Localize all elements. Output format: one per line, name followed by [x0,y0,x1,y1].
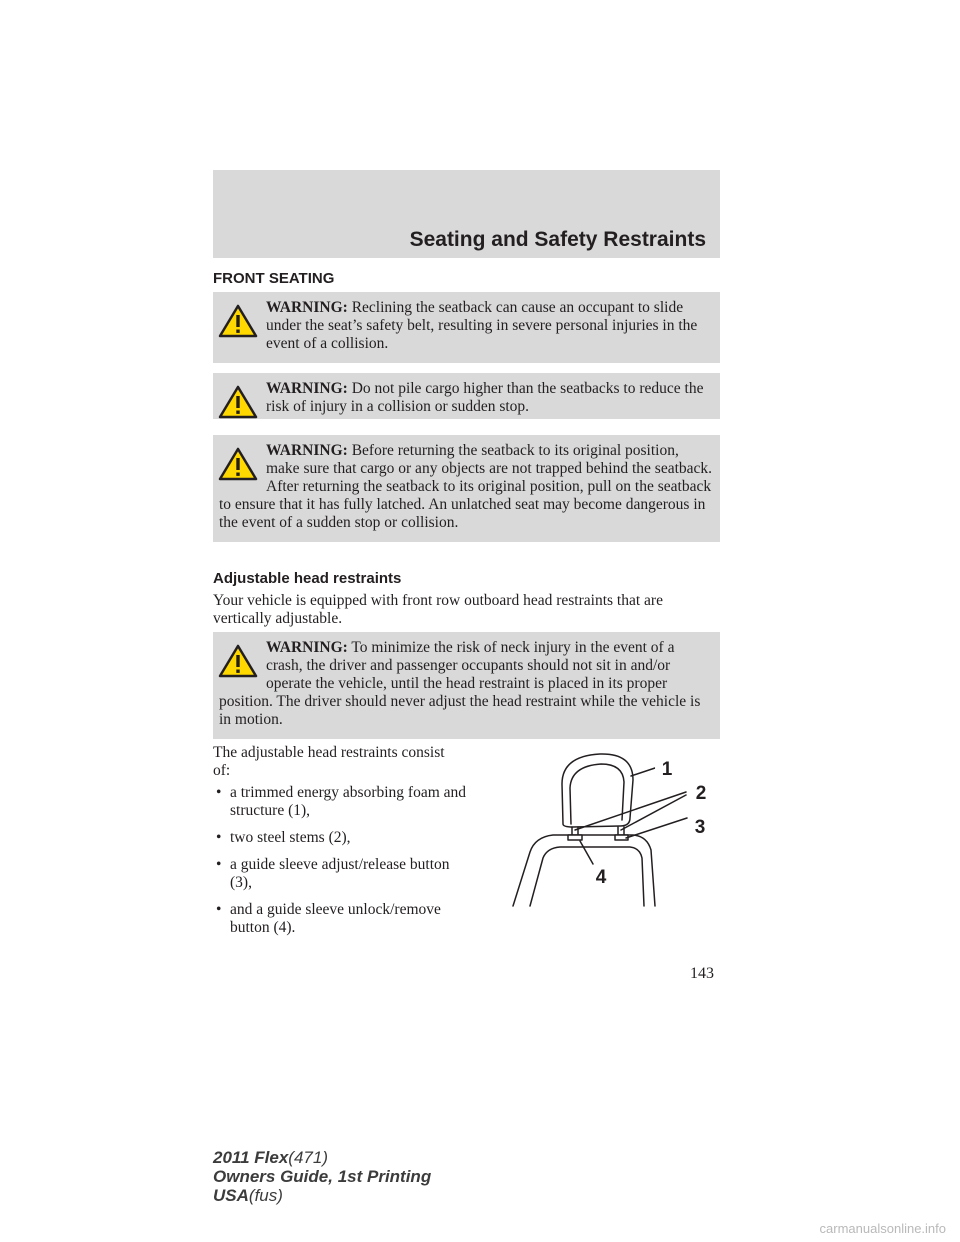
warning-box [213,292,720,363]
warning-label: WARNING: [266,380,348,397]
warning-text: To minimize the risk of neck injury in the event of a crash, the driver and passenger occupants should not sit in and/or operate the vehicle, until the head restraint is placed in its proper position. The driver should never adjust the head restraint while the vehicle is in motion. [219,639,701,728]
chapter-title: Seating and Safety Restraints [409,228,706,251]
bullet-glyph: • [216,856,222,873]
list-item-text: and a guide sleeve unlock/remove button (4). [230,901,441,936]
footer-market-code: (fus) [248,1186,283,1205]
list-item-text: a guide sleeve adjust/release button (3), [230,856,450,891]
list-item-text: a trimmed energy absorbing foam and structure (1), [230,784,467,819]
warning-label: WARNING: [266,442,348,459]
footer-model: 2011 Flex [213,1148,289,1167]
footer-model-code: (471) [288,1148,328,1167]
intro-paragraph: Your vehicle is equipped with front row outboard head restraints that are vertically adjustable. [213,592,663,627]
warning-box [213,435,720,542]
bullet-glyph: • [216,901,222,918]
warning-text: Do not pile cargo higher than the seatbacks to reduce the risk of injury in a collision or sudden stop. [266,380,704,415]
consist-of-paragraph: The adjustable head restraints consist of: [213,744,445,779]
page-number: 143 [690,965,714,982]
warning-triangle-icon [218,384,258,420]
bullet-glyph: • [216,784,222,801]
footer-market: USA [213,1186,249,1205]
warning-triangle-icon [218,446,258,482]
list-item-text: two steel stems (2), [230,829,351,846]
list-item [213,784,473,820]
bullet-glyph: • [216,829,222,846]
head-restraint-illustration [505,740,720,910]
warning-box [213,373,720,419]
list-item [213,829,473,847]
section-heading: FRONT SEATING [213,270,335,287]
warning-box [213,632,720,739]
watermark: carmanualsonline.info [819,1221,946,1236]
header-band [213,170,720,258]
callout-1: 1 [661,759,673,780]
callout-3: 3 [694,817,706,838]
warning-text: Before returning the seatback to its original position, make sure that cargo or any objects are not trapped behind the seatback. After returning the seatback to its original position, pull on the seatback to ensure that it has fully latched. An unlatched seat may become dangerous in the event of a sudden stop or collision. [219,442,713,531]
list-item [213,856,473,892]
callout-4: 4 [595,867,607,888]
warning-label: WARNING: [266,639,348,656]
warning-triangle-icon [218,303,258,339]
footer-guide: Owners Guide, 1st Printing [213,1167,432,1186]
callout-2: 2 [695,783,707,804]
list-item [213,901,473,937]
component-list [213,784,473,946]
print-footer [213,1148,431,1205]
warning-triangle-icon [218,643,258,679]
warning-label: WARNING: [266,299,348,316]
warning-text: Reclining the seatback can cause an occupant to slide under the seat’s safety belt, resulting in severe personal injuries in the event of a collision. [266,299,698,352]
subsection-heading: Adjustable head restraints [213,570,402,587]
